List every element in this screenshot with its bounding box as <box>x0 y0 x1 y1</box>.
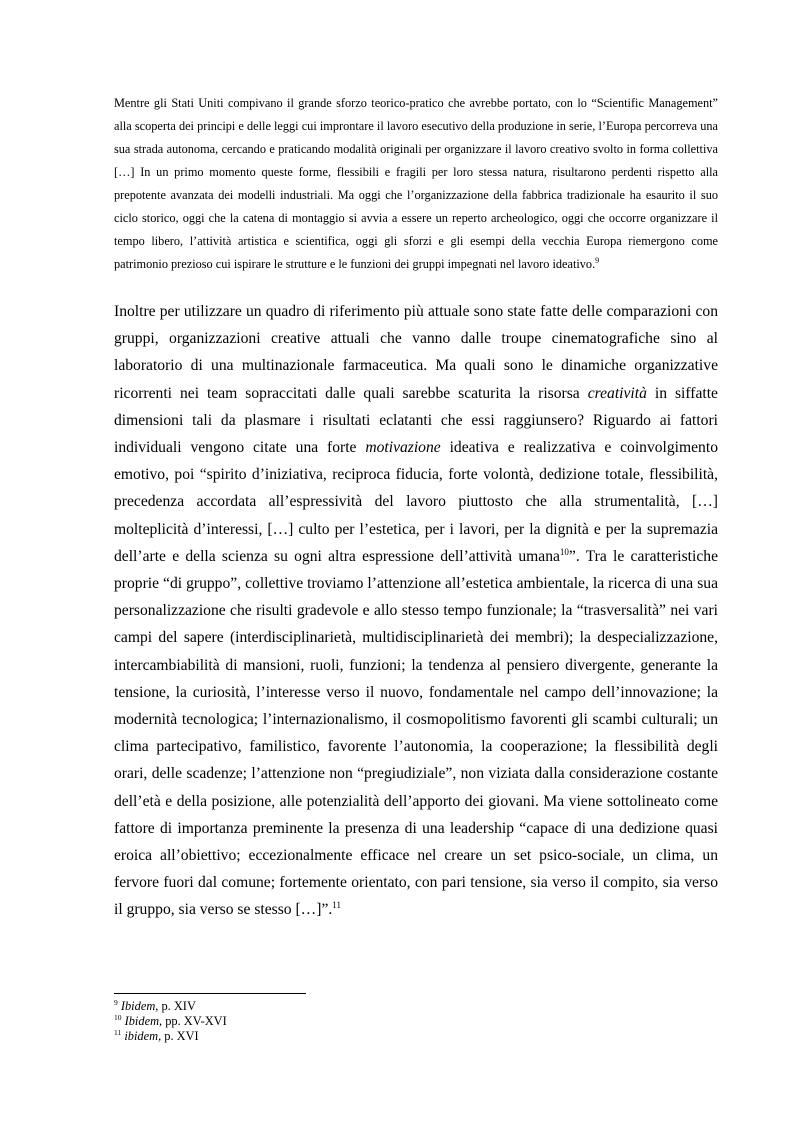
footnote-ref-10: 10 <box>559 546 569 557</box>
emphasis-creativita: creatività <box>587 384 647 402</box>
footnote-10 <box>114 1014 227 1029</box>
footnote-number: 11 <box>114 1027 122 1037</box>
page-content <box>114 92 718 924</box>
footnote-9 <box>114 999 227 1014</box>
emphasis-motivazione: motivazione <box>365 439 441 457</box>
footnote-source: ibidem, <box>124 1029 162 1043</box>
body-text-part: Inoltre per utilizzare un quadro di riferimento più attuale sono state fatte delle comparazioni con gruppi, organizzazioni creative attuali che vanno dalle troupe cinematografiche sino al laboratorio di una multinazionale farmaceutica. Ma quali sono le dinamiche organizzative ricorrenti nei team sopraccitati dalle quali sarebbe scaturita la risorsa <box>114 303 718 402</box>
footnote-pages: p. XVI <box>161 1029 199 1043</box>
footnote-11 <box>114 1029 227 1044</box>
body-paragraph <box>114 298 718 924</box>
body-text-part: in siffatte dimensioni tali da plasmare i risultati eclatanti che essi raggiunsero? Riguardo ai fattori individuali vengono citate una forte <box>114 384 718 457</box>
quote-text: Mentre gli Stati Uniti compivano il grande sforzo teorico-pratico che avrebbe portato, con lo “Scientific Management” alla scoperta dei principi e delle leggi cui improntare il lavoro esecutivo della produzione in serie, l’Europa percorreva una sua strada autonoma, cercando e praticando modalità originali per organizzare il lavoro creativo svolto in forma collettiva […] In un primo momento queste forme, flessibili e fragili per loro stessa natura, risultarono perdenti rispetto alla prepotente avanzata dei modelli industriali. Ma oggi che l’organizzazione della fabbrica tradizionale ha esaurito il suo ciclo storico, oggi che la catena di montaggio si avvia a essere un reperto archeologico, oggi che occorre organizzare il tempo libero, l’attività artistica e scientifica, oggi gli sforzi e gli esempi della vecchia Europa riemergono come patrimonio prezioso cui ispirare le strutture e le funzioni dei gruppi impegnati nel lavoro ideativo. <box>114 96 718 271</box>
footnote-source: Ibidem, <box>120 999 159 1013</box>
footnotes <box>114 999 227 1044</box>
footnote-number: 9 <box>114 997 118 1007</box>
block-quote <box>114 92 718 276</box>
footnote-number: 10 <box>114 1012 122 1022</box>
body-text-part: ”. Tra le caratteristiche proprie “di gruppo”, collettive troviamo l’attenzione all’estetica ambientale, la ricerca di una sua personalizzazione che risulti gradevole e allo stesso tempo funzionale; la “trasversalità” nei vari campi del sapere (interdisciplinarietà, multidisciplinarietà dei membri); la despecializzazione, intercambiabilità di mansioni, ruoli, funzioni; la tendenza al pensiero divergente, generante la tensione, la curiosità, l’interesse verso il nuovo, fondamentale nel campo dell’innovazione; la modernità tecnologica; l’internazionalismo, il cosmopolitismo favorenti gli scambi culturali; un clima partecipativo, familistico, favorente l’autonomia, la cooperazione; la flessibilità degli orari, delle scadenze; l’attenzione non “pregiudiziale”, non viziata dalla considerazione costante dell’età e della posizione, alle potenzialità dell’apporto dei giovani. Ma viene sottolineato come fattore di importanza preminente la presenza di una leadership “capace di una dedizione quasi eroica all’obiettivo; eccezionalmente efficace nel creare un set psico-sociale, un clima, un fervore fuori dal comune; fortemente orientato, con pari tensione, sia verso il compito, sia verso il gruppo, sia verso se stesso […]”. <box>114 547 718 919</box>
body-text-part: ideativa e realizzativa e coinvolgimento emotivo, poi “spirito d’iniziativa, reciproca fiducia, forte volontà, dedizione totale, flessibilità, precedenza accordata all’espressività del lavoro piuttosto che alla strumentalità, […] molteplicità d’interessi, […] culto per l’estetica, per i lavori, per la dignità e per la supremazia dell’arte e della scienza su ogni altra espressione dell’attività umana <box>114 439 718 565</box>
footnote-ref-9: 9 <box>595 255 600 265</box>
footnote-pages: pp. XV-XVI <box>162 1014 227 1028</box>
footnote-ref-11: 11 <box>332 900 341 911</box>
footnote-separator <box>114 993 306 994</box>
footnote-pages: p. XIV <box>158 999 196 1013</box>
footnote-source: Ibidem, <box>124 1014 163 1028</box>
